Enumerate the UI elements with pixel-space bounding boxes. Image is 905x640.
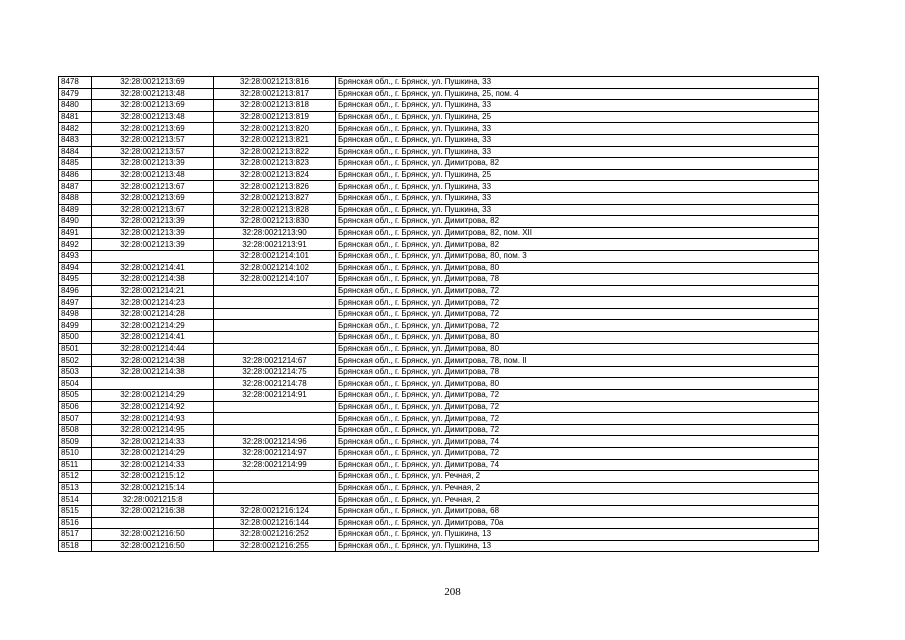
cadastral-number-cell: 32:28:0021214:91 bbox=[214, 390, 336, 402]
address-cell: Брянская обл., г. Брянск, ул. Димитрова, 72 bbox=[336, 285, 819, 297]
row-number-cell: 8504 bbox=[59, 378, 92, 390]
table-row bbox=[59, 401, 819, 413]
row-number-cell: 8482 bbox=[59, 123, 92, 135]
row-number-cell: 8502 bbox=[59, 355, 92, 367]
table-row bbox=[59, 88, 819, 100]
parent-cadastral-number-cell: 32:28:0021215:12 bbox=[92, 471, 214, 483]
cadastral-number-cell bbox=[214, 285, 336, 297]
cadastral-number-cell: 32:28:0021216:144 bbox=[214, 517, 336, 529]
table-row bbox=[59, 77, 819, 89]
row-number-cell: 8487 bbox=[59, 181, 92, 193]
table-row bbox=[59, 448, 819, 460]
cadastral-number-cell: 32:28:0021214:101 bbox=[214, 250, 336, 262]
address-cell: Брянская обл., г. Брянск, ул. Димитрова, 78, пом. II bbox=[336, 355, 819, 367]
address-cell: Брянская обл., г. Брянск, ул. Пушкина, 33 bbox=[336, 181, 819, 193]
address-cell: Брянская обл., г. Брянск, ул. Димитрова, 80 bbox=[336, 332, 819, 344]
row-number-cell: 8509 bbox=[59, 436, 92, 448]
table-row bbox=[59, 134, 819, 146]
row-number-cell: 8486 bbox=[59, 169, 92, 181]
cadastral-number-cell: 32:28:0021213:828 bbox=[214, 204, 336, 216]
address-cell: Брянская обл., г. Брянск, ул. Пушкина, 25, пом. 4 bbox=[336, 88, 819, 100]
row-number-cell: 8515 bbox=[59, 505, 92, 517]
table-row bbox=[59, 146, 819, 158]
cadastral-number-cell bbox=[214, 413, 336, 425]
table-row bbox=[59, 227, 819, 239]
address-cell: Брянская обл., г. Брянск, ул. Пушкина, 33 bbox=[336, 146, 819, 158]
cadastral-number-cell: 32:28:0021216:255 bbox=[214, 540, 336, 552]
cadastral-number-cell bbox=[214, 332, 336, 344]
parent-cadastral-number-cell: 32:28:0021214:21 bbox=[92, 285, 214, 297]
table-row bbox=[59, 366, 819, 378]
table-row bbox=[59, 285, 819, 297]
parent-cadastral-number-cell: 32:28:0021216:38 bbox=[92, 505, 214, 517]
cadastral-number-cell bbox=[214, 494, 336, 506]
address-cell: Брянская обл., г. Брянск, ул. Пушкина, 33 bbox=[336, 204, 819, 216]
table-row bbox=[59, 262, 819, 274]
row-number-cell: 8478 bbox=[59, 77, 92, 89]
parent-cadastral-number-cell: 32:28:0021215:8 bbox=[92, 494, 214, 506]
row-number-cell: 8490 bbox=[59, 216, 92, 228]
cadastral-number-cell bbox=[214, 424, 336, 436]
table-row bbox=[59, 216, 819, 228]
parent-cadastral-number-cell: 32:28:0021214:28 bbox=[92, 308, 214, 320]
cadastral-number-cell bbox=[214, 471, 336, 483]
cadastral-number-cell bbox=[214, 343, 336, 355]
parent-cadastral-number-cell: 32:28:0021214:38 bbox=[92, 274, 214, 286]
address-cell: Брянская обл., г. Брянск, ул. Димитрова, 80 bbox=[336, 378, 819, 390]
cadastral-number-cell: 32:28:0021213:91 bbox=[214, 239, 336, 251]
address-cell: Брянская обл., г. Брянск, ул. Димитрова, 80 bbox=[336, 262, 819, 274]
cadastral-number-cell: 32:28:0021214:99 bbox=[214, 459, 336, 471]
table-row bbox=[59, 540, 819, 552]
address-cell: Брянская обл., г. Брянск, ул. Димитрова, 72 bbox=[336, 297, 819, 309]
parent-cadastral-number-cell: 32:28:0021213:69 bbox=[92, 192, 214, 204]
table-row bbox=[59, 482, 819, 494]
parent-cadastral-number-cell: 32:28:0021213:67 bbox=[92, 204, 214, 216]
address-cell: Брянская обл., г. Брянск, ул. Пушкина, 13 bbox=[336, 540, 819, 552]
parent-cadastral-number-cell: 32:28:0021213:67 bbox=[92, 181, 214, 193]
address-cell: Брянская обл., г. Брянск, ул. Речная, 2 bbox=[336, 482, 819, 494]
parent-cadastral-number-cell: 32:28:0021213:48 bbox=[92, 111, 214, 123]
table-row bbox=[59, 436, 819, 448]
parent-cadastral-number-cell: 32:28:0021214:92 bbox=[92, 401, 214, 413]
address-cell: Брянская обл., г. Брянск, ул. Пушкина, 33 bbox=[336, 77, 819, 89]
row-number-cell: 8518 bbox=[59, 540, 92, 552]
cadastral-number-cell: 32:28:0021213:826 bbox=[214, 181, 336, 193]
cadastral-number-cell bbox=[214, 320, 336, 332]
table-row bbox=[59, 204, 819, 216]
table-row bbox=[59, 413, 819, 425]
parent-cadastral-number-cell: 32:28:0021216:50 bbox=[92, 529, 214, 541]
cadastral-number-cell: 32:28:0021216:124 bbox=[214, 505, 336, 517]
address-cell: Брянская обл., г. Брянск, ул. Димитрова, 68 bbox=[336, 505, 819, 517]
table-row bbox=[59, 111, 819, 123]
address-cell: Брянская обл., г. Брянск, ул. Димитрова, 78 bbox=[336, 366, 819, 378]
table-row bbox=[59, 274, 819, 286]
parent-cadastral-number-cell: 32:28:0021214:41 bbox=[92, 262, 214, 274]
cadastral-number-cell: 32:28:0021214:107 bbox=[214, 274, 336, 286]
table-row bbox=[59, 390, 819, 402]
cadastral-number-cell: 32:28:0021214:96 bbox=[214, 436, 336, 448]
parent-cadastral-number-cell: 32:28:0021215:14 bbox=[92, 482, 214, 494]
table-row bbox=[59, 378, 819, 390]
row-number-cell: 8501 bbox=[59, 343, 92, 355]
cadastral-number-cell: 32:28:0021213:818 bbox=[214, 100, 336, 112]
row-number-cell: 8488 bbox=[59, 192, 92, 204]
cadastral-number-cell: 32:28:0021213:821 bbox=[214, 134, 336, 146]
cadastral-number-cell: 32:28:0021214:97 bbox=[214, 448, 336, 460]
address-cell: Брянская обл., г. Брянск, ул. Димитрова, 72 bbox=[336, 308, 819, 320]
row-number-cell: 8513 bbox=[59, 482, 92, 494]
parent-cadastral-number-cell: 32:28:0021216:50 bbox=[92, 540, 214, 552]
address-cell: Брянская обл., г. Брянск, ул. Димитрова, 72 bbox=[336, 320, 819, 332]
parent-cadastral-number-cell: 32:28:0021213:48 bbox=[92, 88, 214, 100]
cadastral-number-cell: 32:28:0021213:90 bbox=[214, 227, 336, 239]
parent-cadastral-number-cell: 32:28:0021213:69 bbox=[92, 77, 214, 89]
parent-cadastral-number-cell: 32:28:0021214:38 bbox=[92, 366, 214, 378]
parent-cadastral-number-cell: 32:28:0021213:69 bbox=[92, 123, 214, 135]
parent-cadastral-number-cell: 32:28:0021213:39 bbox=[92, 239, 214, 251]
parent-cadastral-number-cell: 32:28:0021214:29 bbox=[92, 448, 214, 460]
cadastral-number-cell: 32:28:0021213:824 bbox=[214, 169, 336, 181]
cadastral-number-cell: 32:28:0021213:827 bbox=[214, 192, 336, 204]
cadastral-number-cell: 32:28:0021213:830 bbox=[214, 216, 336, 228]
row-number-cell: 8505 bbox=[59, 390, 92, 402]
cadastral-number-cell: 32:28:0021213:819 bbox=[214, 111, 336, 123]
table-row bbox=[59, 459, 819, 471]
row-number-cell: 8480 bbox=[59, 100, 92, 112]
row-number-cell: 8510 bbox=[59, 448, 92, 460]
row-number-cell: 8497 bbox=[59, 297, 92, 309]
address-cell: Брянская обл., г. Брянск, ул. Речная, 2 bbox=[336, 471, 819, 483]
row-number-cell: 8512 bbox=[59, 471, 92, 483]
table-row bbox=[59, 320, 819, 332]
table-row bbox=[59, 169, 819, 181]
address-cell: Брянская обл., г. Брянск, ул. Димитрова, 72 bbox=[336, 401, 819, 413]
cadastral-number-cell bbox=[214, 297, 336, 309]
cadastral-number-cell bbox=[214, 401, 336, 413]
parent-cadastral-number-cell: 32:28:0021214:33 bbox=[92, 436, 214, 448]
cadastral-number-cell: 32:28:0021213:817 bbox=[214, 88, 336, 100]
table-row bbox=[59, 250, 819, 262]
row-number-cell: 8495 bbox=[59, 274, 92, 286]
cadastral-number-cell: 32:28:0021213:822 bbox=[214, 146, 336, 158]
address-cell: Брянская обл., г. Брянск, ул. Димитрова, 82 bbox=[336, 216, 819, 228]
row-number-cell: 8503 bbox=[59, 366, 92, 378]
table-row bbox=[59, 355, 819, 367]
row-number-cell: 8492 bbox=[59, 239, 92, 251]
table-row bbox=[59, 505, 819, 517]
parent-cadastral-number-cell: 32:28:0021213:57 bbox=[92, 134, 214, 146]
parent-cadastral-number-cell: 32:28:0021213:48 bbox=[92, 169, 214, 181]
address-cell: Брянская обл., г. Брянск, ул. Речная, 2 bbox=[336, 494, 819, 506]
address-cell: Брянская обл., г. Брянск, ул. Пушкина, 25 bbox=[336, 111, 819, 123]
cadastral-number-cell: 32:28:0021216:252 bbox=[214, 529, 336, 541]
parent-cadastral-number-cell: 32:28:0021214:93 bbox=[92, 413, 214, 425]
address-cell: Брянская обл., г. Брянск, ул. Пушкина, 13 bbox=[336, 529, 819, 541]
address-cell: Брянская обл., г. Брянск, ул. Димитрова, 82 bbox=[336, 239, 819, 251]
parent-cadastral-number-cell bbox=[92, 517, 214, 529]
address-cell: Брянская обл., г. Брянск, ул. Димитрова, 82, пом. XII bbox=[336, 227, 819, 239]
address-cell: Брянская обл., г. Брянск, ул. Пушкина, 33 bbox=[336, 134, 819, 146]
table-row bbox=[59, 332, 819, 344]
row-number-cell: 8508 bbox=[59, 424, 92, 436]
table-row bbox=[59, 308, 819, 320]
row-number-cell: 8493 bbox=[59, 250, 92, 262]
row-number-cell: 8499 bbox=[59, 320, 92, 332]
address-cell: Брянская обл., г. Брянск, ул. Димитрова, 74 bbox=[336, 436, 819, 448]
parent-cadastral-number-cell: 32:28:0021214:23 bbox=[92, 297, 214, 309]
parent-cadastral-number-cell: 32:28:0021213:39 bbox=[92, 216, 214, 228]
row-number-cell: 8489 bbox=[59, 204, 92, 216]
address-cell: Брянская обл., г. Брянск, ул. Пушкина, 25 bbox=[336, 169, 819, 181]
cadastral-number-cell: 32:28:0021214:78 bbox=[214, 378, 336, 390]
row-number-cell: 8498 bbox=[59, 308, 92, 320]
cadastral-number-cell: 32:28:0021213:816 bbox=[214, 77, 336, 89]
parent-cadastral-number-cell: 32:28:0021214:44 bbox=[92, 343, 214, 355]
parent-cadastral-number-cell bbox=[92, 378, 214, 390]
address-cell: Брянская обл., г. Брянск, ул. Пушкина, 33 bbox=[336, 123, 819, 135]
address-cell: Брянская обл., г. Брянск, ул. Пушкина, 33 bbox=[336, 192, 819, 204]
table-row bbox=[59, 517, 819, 529]
cadastral-number-cell: 32:28:0021214:75 bbox=[214, 366, 336, 378]
table-row bbox=[59, 100, 819, 112]
table-row bbox=[59, 343, 819, 355]
address-cell: Брянская обл., г. Брянск, ул. Димитрова, 72 bbox=[336, 448, 819, 460]
parent-cadastral-number-cell: 32:28:0021214:29 bbox=[92, 320, 214, 332]
address-cell: Брянская обл., г. Брянск, ул. Димитрова, 74 bbox=[336, 459, 819, 471]
address-cell: Брянская обл., г. Брянск, ул. Димитрова, 72 bbox=[336, 424, 819, 436]
parent-cadastral-number-cell bbox=[92, 250, 214, 262]
cadastral-number-cell: 32:28:0021213:823 bbox=[214, 158, 336, 170]
address-cell: Брянская обл., г. Брянск, ул. Димитрова, 80, пом. 3 bbox=[336, 250, 819, 262]
table-row bbox=[59, 158, 819, 170]
address-cell: Брянская обл., г. Брянск, ул. Димитрова, 72 bbox=[336, 413, 819, 425]
table-row bbox=[59, 529, 819, 541]
cadastral-number-cell: 32:28:0021213:820 bbox=[214, 123, 336, 135]
table-row bbox=[59, 297, 819, 309]
parent-cadastral-number-cell: 32:28:0021214:38 bbox=[92, 355, 214, 367]
parent-cadastral-number-cell: 32:28:0021214:41 bbox=[92, 332, 214, 344]
parent-cadastral-number-cell: 32:28:0021214:95 bbox=[92, 424, 214, 436]
address-cell: Брянская обл., г. Брянск, ул. Димитрова, 80 bbox=[336, 343, 819, 355]
address-cell: Брянская обл., г. Брянск, ул. Димитрова, 72 bbox=[336, 390, 819, 402]
address-cell: Брянская обл., г. Брянск, ул. Димитрова, 82 bbox=[336, 158, 819, 170]
row-number-cell: 8507 bbox=[59, 413, 92, 425]
row-number-cell: 8516 bbox=[59, 517, 92, 529]
row-number-cell: 8506 bbox=[59, 401, 92, 413]
row-number-cell: 8517 bbox=[59, 529, 92, 541]
parent-cadastral-number-cell: 32:28:0021213:69 bbox=[92, 100, 214, 112]
cadastral-number-cell bbox=[214, 482, 336, 494]
row-number-cell: 8479 bbox=[59, 88, 92, 100]
parent-cadastral-number-cell: 32:28:0021214:33 bbox=[92, 459, 214, 471]
row-number-cell: 8484 bbox=[59, 146, 92, 158]
row-number-cell: 8485 bbox=[59, 158, 92, 170]
address-cell: Брянская обл., г. Брянск, ул. Димитрова, 78 bbox=[336, 274, 819, 286]
row-number-cell: 8500 bbox=[59, 332, 92, 344]
row-number-cell: 8496 bbox=[59, 285, 92, 297]
cadastral-table bbox=[58, 76, 819, 552]
cadastral-number-cell bbox=[214, 308, 336, 320]
address-cell: Брянская обл., г. Брянск, ул. Димитрова, 70а bbox=[336, 517, 819, 529]
table-row bbox=[59, 494, 819, 506]
row-number-cell: 8494 bbox=[59, 262, 92, 274]
address-cell: Брянская обл., г. Брянск, ул. Пушкина, 33 bbox=[336, 100, 819, 112]
row-number-cell: 8481 bbox=[59, 111, 92, 123]
cadastral-number-cell: 32:28:0021214:67 bbox=[214, 355, 336, 367]
table-row bbox=[59, 239, 819, 251]
row-number-cell: 8491 bbox=[59, 227, 92, 239]
table-body bbox=[59, 77, 819, 552]
table-row bbox=[59, 424, 819, 436]
row-number-cell: 8514 bbox=[59, 494, 92, 506]
table-row bbox=[59, 123, 819, 135]
row-number-cell: 8483 bbox=[59, 134, 92, 146]
parent-cadastral-number-cell: 32:28:0021214:29 bbox=[92, 390, 214, 402]
page-number: 208 bbox=[444, 586, 461, 598]
cadastral-number-cell: 32:28:0021214:102 bbox=[214, 262, 336, 274]
table-row bbox=[59, 192, 819, 204]
table-row bbox=[59, 471, 819, 483]
table-row bbox=[59, 181, 819, 193]
parent-cadastral-number-cell: 32:28:0021213:57 bbox=[92, 146, 214, 158]
parent-cadastral-number-cell: 32:28:0021213:39 bbox=[92, 227, 214, 239]
parent-cadastral-number-cell: 32:28:0021213:39 bbox=[92, 158, 214, 170]
row-number-cell: 8511 bbox=[59, 459, 92, 471]
